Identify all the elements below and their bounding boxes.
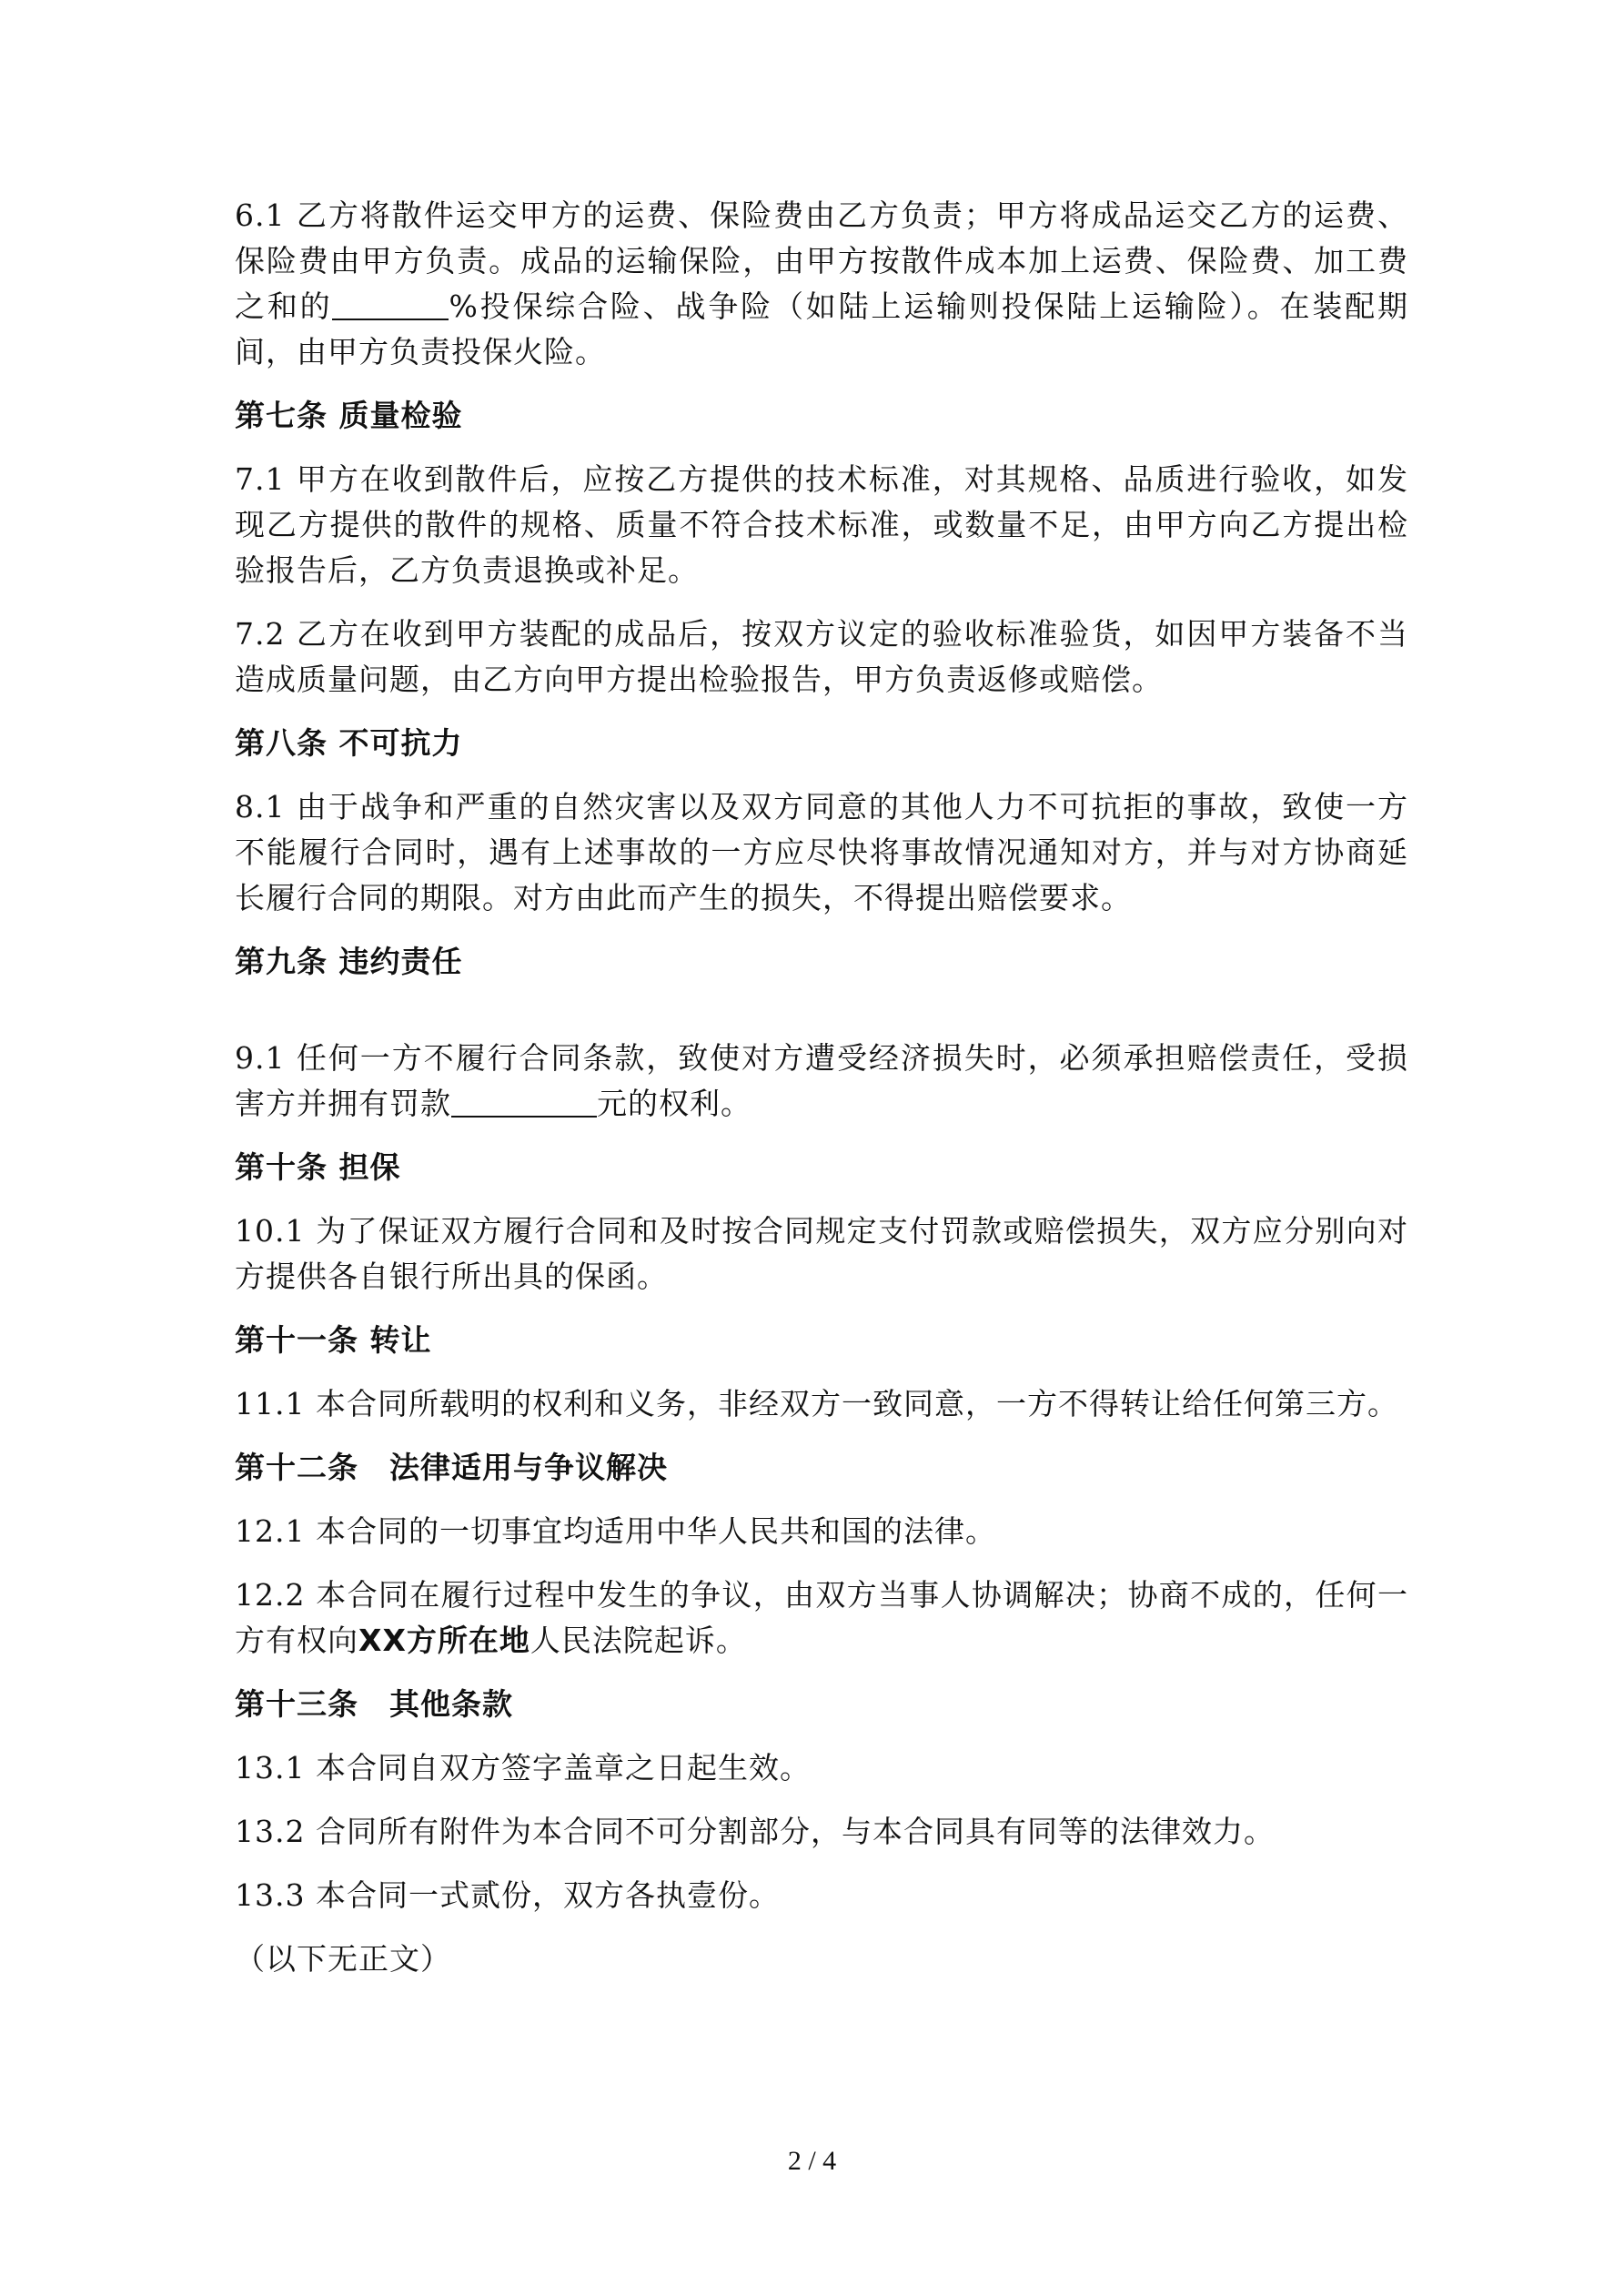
clause-11-title: 第十一条 转让 <box>235 1322 432 1358</box>
clause-7-2: 7.2 乙方在收到甲方装配的成品后，按双方议定的验收标准验货，如因甲方装备不当造成质量问题，由乙方向甲方提出检验报告，甲方负责返修或赔偿。 <box>235 616 1408 697</box>
clause-6-1 <box>235 193 1408 375</box>
clause-8-1: 8.1 由于战争和严重的自然灾害以及双方同意的其他人力不可抗拒的事故，致使一方不能履行合同时，遇有上述事故的一方应尽快将事故情况通知对方，并与对方协商延长履行合同的期限。对方由此而产生的损失，不得提出赔偿要求。 <box>235 789 1408 915</box>
clause-6-1-text-a: 6.1 乙方将散件运交甲方的运费、保险费由乙方负责；甲方将成品运交乙方的运费、保险费由甲方负责。成品的运输保险，由甲方按散件成本加上运费、保险费、加工费之和的 <box>235 197 1408 324</box>
clause-12-title: 第十二条 法律适用与争议解决 <box>235 1450 668 1485</box>
penalty-amount-blank <box>451 1085 597 1118</box>
clause-8-title: 第八条 不可抗力 <box>235 725 463 761</box>
clause-9-title: 第九条 违约责任 <box>235 944 463 979</box>
clause-9-1 <box>235 1036 1408 1127</box>
insurance-percent-blank <box>332 288 449 320</box>
clause-7-title: 第七条 质量检验 <box>235 398 463 433</box>
clause-11-1: 11.1 本合同所载明的权利和义务，非经双方一致同意，一方不得转让给任何第三方。 <box>235 1386 1398 1421</box>
clause-9-1-text-a: 9.1 任何一方不履行合同条款，致使对方遭受经济损失时，必须承担赔偿责任，受损害方并拥有罚款 <box>235 1040 1408 1121</box>
clause-6-1-text-b: %投保综合险、战争险（如陆上运输则投保陆上运输险）。在装配期间，由甲方负责投保火险。 <box>235 288 1408 369</box>
court-location-placeholder: XX方所在地 <box>358 1623 530 1658</box>
clause-12-2-text-a: 12.2 本合同在履行过程中发生的争议，由双方当事人协调解决；协商不成的，任何一方有权向 <box>235 1577 1408 1658</box>
clause-12-2-text-b: 人民法院起诉。 <box>530 1623 747 1658</box>
clause-13-3: 13.3 本合同一式贰份，双方各执壹份。 <box>235 1877 780 1913</box>
clause-12-2 <box>235 1573 1408 1664</box>
clause-7-1: 7.1 甲方在收到散件后，应按乙方提供的技术标准，对其规格、品质进行验收，如发现乙方提供的散件的规格、质量不符合技术标准，或数量不足，由甲方向乙方提出检验报告后，乙方负责退换或补足。 <box>235 461 1408 588</box>
clause-13-2: 13.2 合同所有附件为本合同不可分割部分，与本合同具有同等的法律效力。 <box>235 1814 1275 1849</box>
clause-13-1: 13.1 本合同自双方签字盖章之日起生效。 <box>235 1750 811 1785</box>
clause-12-1: 12.1 本合同的一切事宜均适用中华人民共和国的法律。 <box>235 1513 996 1549</box>
page-number: 2 / 4 <box>787 2146 837 2176</box>
clause-10-title: 第十条 担保 <box>235 1149 401 1185</box>
clause-9-1-text-b: 元的权利。 <box>597 1086 751 1121</box>
clause-13-title: 第十三条 其他条款 <box>235 1686 513 1722</box>
clause-10-1: 10.1 为了保证双方履行合同和及时按合同规定支付罚款或赔偿损失，双方应分别向对方提供各自银行所出具的保函。 <box>235 1213 1408 1294</box>
end-note: （以下无正文） <box>235 1941 451 1977</box>
document-page <box>235 193 1408 2000</box>
